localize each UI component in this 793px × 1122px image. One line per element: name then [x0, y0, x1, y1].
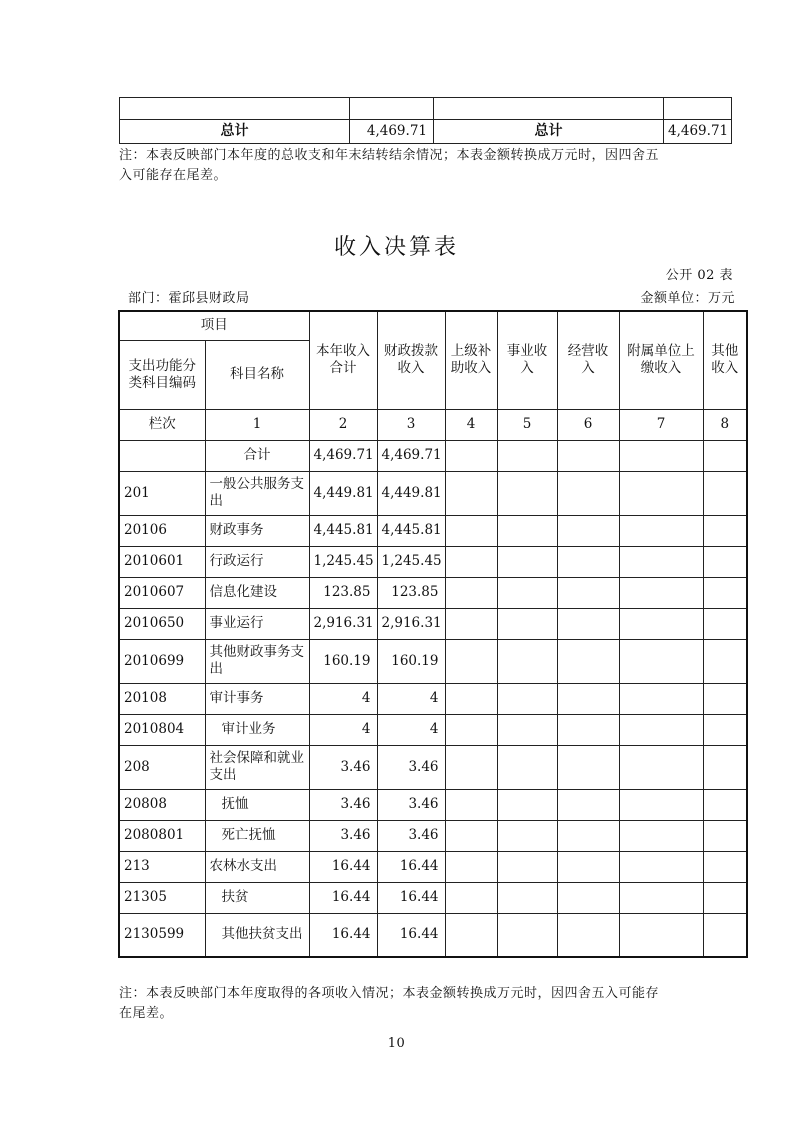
table-row — [119, 820, 747, 851]
table-row — [119, 608, 747, 639]
row-total: 16.44 — [309, 851, 377, 882]
row-name: 抚恤 — [205, 789, 309, 820]
row-name: 信息化建设 — [205, 577, 309, 608]
row-total: 4,445.81 — [309, 515, 377, 546]
header-operation: 经营收入 — [557, 311, 619, 409]
table-row — [119, 440, 747, 471]
row-code — [119, 440, 205, 471]
row-superior — [445, 546, 497, 577]
row-code: 2010650 — [119, 608, 205, 639]
header-project: 项目 — [119, 311, 309, 340]
row-superior — [445, 882, 497, 913]
row-name: 合计 — [205, 440, 309, 471]
row-operation — [557, 789, 619, 820]
row-code: 2130599 — [119, 913, 205, 957]
row-operation — [557, 820, 619, 851]
row-total: 2,916.31 — [309, 608, 377, 639]
row-operation — [557, 639, 619, 683]
blank-cell — [120, 98, 350, 120]
row-total: 4 — [309, 683, 377, 714]
row-operation — [557, 851, 619, 882]
col-num-1: 1 — [205, 409, 309, 440]
row-code: 20108 — [119, 683, 205, 714]
col-num-3: 3 — [377, 409, 445, 440]
bottom-note — [119, 984, 759, 1024]
row-fiscal: 16.44 — [377, 851, 445, 882]
row-total: 1,245.45 — [309, 546, 377, 577]
row-affiliated — [619, 745, 703, 789]
row-fiscal: 4,449.81 — [377, 471, 445, 515]
header-fiscal: 财政拨款收入 — [377, 311, 445, 409]
row-other — [703, 882, 747, 913]
col-num-8: 8 — [703, 409, 747, 440]
row-name: 死亡抚恤 — [205, 820, 309, 851]
row-other — [703, 851, 747, 882]
row-fiscal: 4,445.81 — [377, 515, 445, 546]
row-operation — [557, 714, 619, 745]
row-total: 16.44 — [309, 913, 377, 957]
row-business — [497, 882, 557, 913]
row-other — [703, 471, 747, 515]
row-affiliated — [619, 882, 703, 913]
row-other — [703, 745, 747, 789]
row-code: 2010601 — [119, 546, 205, 577]
row-operation — [557, 913, 619, 957]
income-table — [118, 310, 748, 958]
row-superior — [445, 515, 497, 546]
row-operation — [557, 577, 619, 608]
row-total: 4,449.81 — [309, 471, 377, 515]
col-num-7: 7 — [619, 409, 703, 440]
row-code: 213 — [119, 851, 205, 882]
total-value-left: 4,469.71 — [350, 120, 434, 144]
row-affiliated — [619, 515, 703, 546]
row-name: 审计业务 — [205, 714, 309, 745]
col-label: 栏次 — [119, 409, 205, 440]
row-name: 财政事务 — [205, 515, 309, 546]
row-operation — [557, 608, 619, 639]
row-business — [497, 913, 557, 957]
row-code: 20808 — [119, 789, 205, 820]
row-total: 123.85 — [309, 577, 377, 608]
row-affiliated — [619, 820, 703, 851]
row-affiliated — [619, 608, 703, 639]
col-num-2: 2 — [309, 409, 377, 440]
row-name: 社会保障和就业支出 — [205, 745, 309, 789]
top-note-line1: 注：本表反映部门本年度的总收支和年末结转结余情况；本表金额转换成万元时，因四舍五 — [119, 148, 660, 163]
table-row — [119, 882, 747, 913]
row-name: 其他财政事务支出 — [205, 639, 309, 683]
row-name: 审计事务 — [205, 683, 309, 714]
row-code: 2010607 — [119, 577, 205, 608]
row-total: 4,469.71 — [309, 440, 377, 471]
row-business — [497, 608, 557, 639]
row-total: 3.46 — [309, 745, 377, 789]
row-business — [497, 515, 557, 546]
row-fiscal: 1,245.45 — [377, 546, 445, 577]
row-other — [703, 913, 747, 957]
row-affiliated — [619, 851, 703, 882]
row-operation — [557, 471, 619, 515]
table-row — [119, 714, 747, 745]
header-affiliated: 附属单位上缴收入 — [619, 311, 703, 409]
row-affiliated — [619, 546, 703, 577]
row-superior — [445, 577, 497, 608]
row-superior — [445, 683, 497, 714]
row-business — [497, 851, 557, 882]
row-business — [497, 440, 557, 471]
row-fiscal: 3.46 — [377, 820, 445, 851]
row-superior — [445, 471, 497, 515]
row-affiliated — [619, 577, 703, 608]
row-affiliated — [619, 440, 703, 471]
row-code: 2080801 — [119, 820, 205, 851]
total-label-left: 总计 — [120, 120, 350, 144]
table-row — [119, 639, 747, 683]
row-superior — [445, 714, 497, 745]
row-name: 事业运行 — [205, 608, 309, 639]
row-operation — [557, 745, 619, 789]
summary-table-fragment — [119, 97, 732, 144]
page-number: 10 — [387, 1036, 406, 1051]
col-num-6: 6 — [557, 409, 619, 440]
header-business: 事业收入 — [497, 311, 557, 409]
col-num-4: 4 — [445, 409, 497, 440]
row-fiscal: 16.44 — [377, 913, 445, 957]
row-fiscal: 123.85 — [377, 577, 445, 608]
row-business — [497, 577, 557, 608]
row-total: 3.46 — [309, 820, 377, 851]
row-other — [703, 608, 747, 639]
row-operation — [557, 515, 619, 546]
row-affiliated — [619, 789, 703, 820]
row-code: 20106 — [119, 515, 205, 546]
blank-cell — [664, 98, 732, 120]
row-other — [703, 515, 747, 546]
table-row — [119, 789, 747, 820]
table-row — [119, 577, 747, 608]
row-fiscal: 4,469.71 — [377, 440, 445, 471]
row-business — [497, 546, 557, 577]
header-superior: 上级补助收入 — [445, 311, 497, 409]
table-row — [119, 683, 747, 714]
header-total: 本年收入合计 — [309, 311, 377, 409]
row-fiscal: 4 — [377, 714, 445, 745]
page-title: 收入决算表 — [333, 235, 459, 260]
department-label: 部门：霍邱县财政局 — [128, 291, 250, 306]
table-row — [119, 913, 747, 957]
row-name: 一般公共服务支出 — [205, 471, 309, 515]
table-row — [119, 851, 747, 882]
table-row — [119, 745, 747, 789]
header-code: 支出功能分类科目编码 — [119, 340, 205, 409]
row-operation — [557, 440, 619, 471]
row-other — [703, 714, 747, 745]
row-superior — [445, 440, 497, 471]
row-business — [497, 683, 557, 714]
row-affiliated — [619, 913, 703, 957]
row-superior — [445, 913, 497, 957]
row-code: 21305 — [119, 882, 205, 913]
row-name: 农林水支出 — [205, 851, 309, 882]
table-row — [119, 471, 747, 515]
row-name: 其他扶贫支出 — [205, 913, 309, 957]
header-other: 其他收入 — [703, 311, 747, 409]
blank-cell — [350, 98, 434, 120]
row-superior — [445, 789, 497, 820]
row-superior — [445, 745, 497, 789]
row-other — [703, 820, 747, 851]
top-note-line2: 入可能存在尾差。 — [119, 168, 228, 183]
row-code: 2010804 — [119, 714, 205, 745]
row-other — [703, 683, 747, 714]
total-value-right: 4,469.71 — [664, 120, 732, 144]
table-row — [119, 515, 747, 546]
row-code: 2010699 — [119, 639, 205, 683]
row-other — [703, 639, 747, 683]
row-business — [497, 789, 557, 820]
row-business — [497, 714, 557, 745]
form-number: 公开 02 表 — [665, 268, 733, 283]
header-name: 科目名称 — [205, 340, 309, 409]
row-total: 160.19 — [309, 639, 377, 683]
row-affiliated — [619, 714, 703, 745]
row-business — [497, 639, 557, 683]
row-fiscal: 16.44 — [377, 882, 445, 913]
row-total: 16.44 — [309, 882, 377, 913]
blank-cell — [434, 98, 664, 120]
row-affiliated — [619, 639, 703, 683]
table-row — [119, 546, 747, 577]
row-affiliated — [619, 683, 703, 714]
row-other — [703, 789, 747, 820]
row-superior — [445, 608, 497, 639]
row-superior — [445, 851, 497, 882]
row-other — [703, 546, 747, 577]
total-label-right: 总计 — [434, 120, 664, 144]
row-operation — [557, 546, 619, 577]
row-code: 201 — [119, 471, 205, 515]
row-fiscal: 3.46 — [377, 745, 445, 789]
row-total: 3.46 — [309, 789, 377, 820]
row-fiscal: 3.46 — [377, 789, 445, 820]
row-superior — [445, 820, 497, 851]
row-business — [497, 745, 557, 789]
row-other — [703, 577, 747, 608]
row-code: 208 — [119, 745, 205, 789]
row-name: 行政运行 — [205, 546, 309, 577]
unit-label: 金额单位：万元 — [640, 291, 735, 306]
row-fiscal: 2,916.31 — [377, 608, 445, 639]
row-fiscal: 4 — [377, 683, 445, 714]
row-fiscal: 160.19 — [377, 639, 445, 683]
bottom-note-line1: 注：本表反映部门本年度取得的各项收入情况；本表金额转换成万元时，因四舍五入可能存 — [119, 986, 660, 1001]
row-total: 4 — [309, 714, 377, 745]
row-affiliated — [619, 471, 703, 515]
row-operation — [557, 683, 619, 714]
row-operation — [557, 882, 619, 913]
row-business — [497, 471, 557, 515]
row-superior — [445, 639, 497, 683]
top-note — [119, 146, 759, 186]
bottom-note-line2: 在尾差。 — [119, 1006, 174, 1021]
row-other — [703, 440, 747, 471]
row-business — [497, 820, 557, 851]
col-num-5: 5 — [497, 409, 557, 440]
row-name: 扶贫 — [205, 882, 309, 913]
